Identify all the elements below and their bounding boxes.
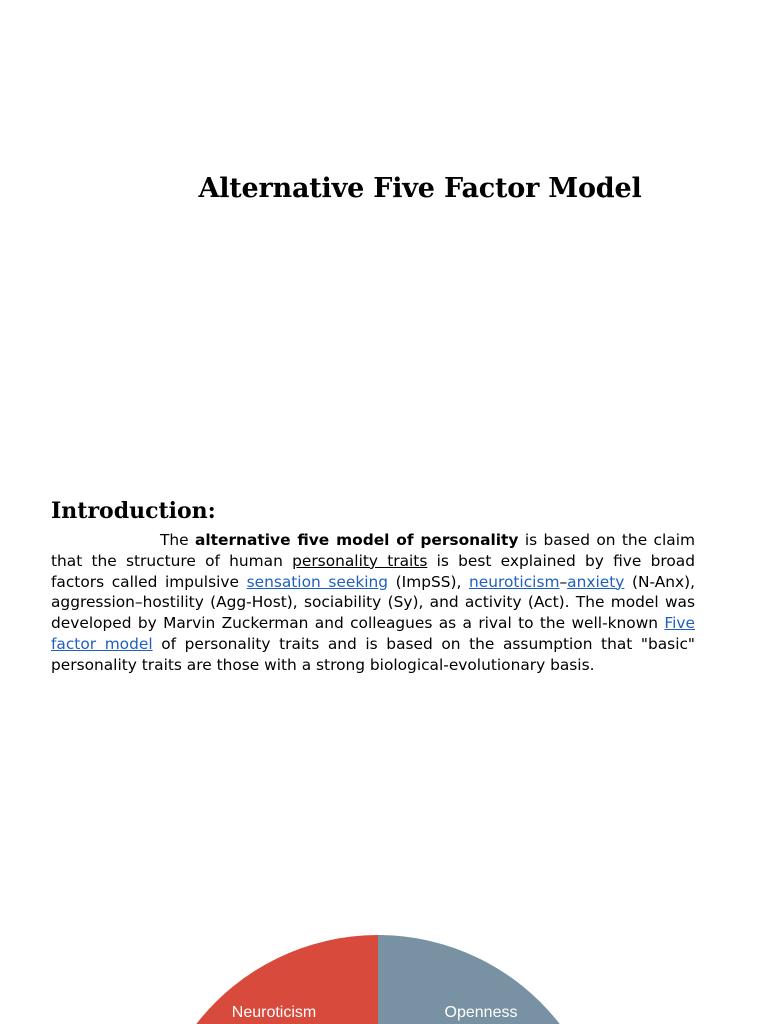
intro-text: (N-Anx), aggression–hostility (Agg-Host), sociability (Sy), and activity (Act). The model was developed by Marvin Zuckerman and colleagues as a rival to the well-known (51, 572, 695, 633)
intro-text: is best explained by five broad factors called impulsive (51, 551, 695, 591)
link-personality-traits[interactable]: personality traits (292, 551, 428, 570)
section-heading-introduction: Introduction: (51, 498, 216, 524)
link-neuroticism[interactable]: neuroticism (469, 572, 560, 591)
intro-text: (ImpSS), (388, 572, 470, 591)
intro-paragraph (51, 530, 695, 676)
intro-text: is based on the claim that the structure of human (51, 531, 695, 570)
link-five-factor-model[interactable]: Five factor model (51, 614, 695, 653)
intro-text: of personality traits and is based on the assumption that "basic" personality traits are those with a strong biological-evolutionary basis. (51, 634, 696, 674)
link-sensation-seeking[interactable]: sensation seeking (246, 572, 389, 591)
page-title: Alternative Five Factor Model (198, 173, 642, 204)
five-factor-diagram (0, 920, 768, 1024)
segment-label-neuroticism: Neuroticism (231, 1004, 317, 1021)
intro-text: The (160, 531, 196, 549)
intro-bold-term: alternative five model of personality (195, 531, 519, 549)
intro-dash: – (559, 572, 568, 591)
segment-label-openness: Openness (444, 1004, 518, 1021)
link-anxiety[interactable]: anxiety (567, 572, 625, 591)
